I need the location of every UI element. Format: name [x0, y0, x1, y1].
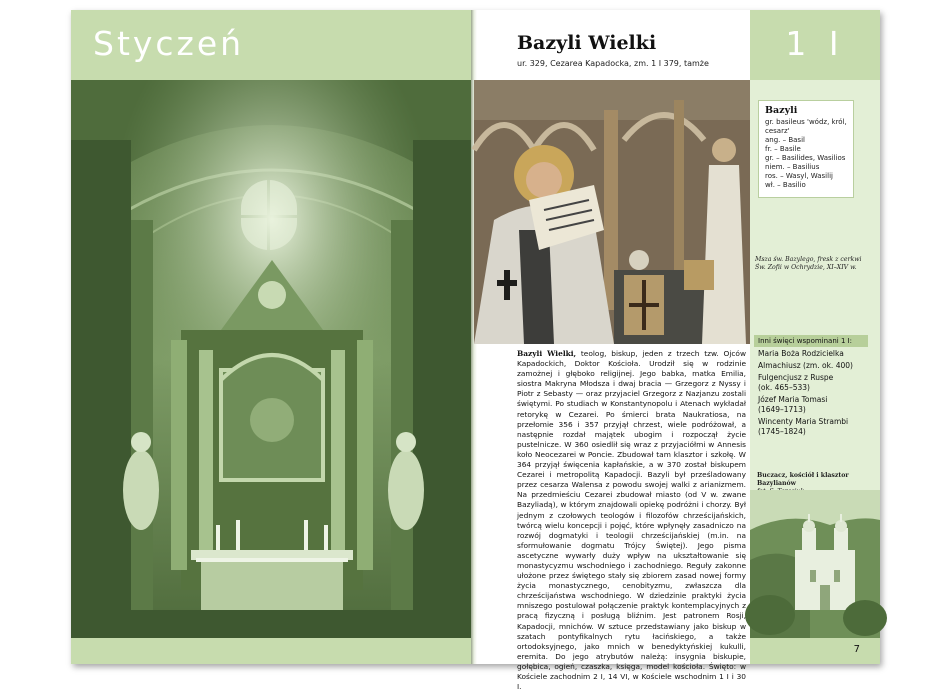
fresco-caption: [755, 256, 875, 272]
saint-dates: ur. 329, Cezarea Kapadocka, zm. 1 I 379, tamże: [517, 59, 709, 68]
other-saint-item: Almachiusz (zm. ok. 400): [758, 361, 853, 370]
right-footer-band: [750, 638, 880, 664]
name-box-line: ang. – Basil: [765, 136, 805, 144]
other-saint-item: Maria Boża Rodzicielka: [758, 349, 844, 358]
altar-photo: [71, 80, 473, 638]
biography-text: teolog, biskup, jeden z trzech tzw. Ojców Kapadockich, Doktor Kościoła. Urodził się w rodzinie zamożnej i głęboko religijnej. Jego babka, matka Emilia, siostra Makryna Młodsza i dwaj bracia — Grzegorz z Nyssy i Piotr z Sebasty — oraz przyjaciel Grzegorz z Nazjanzu zostali świętymi. Po studiach w Konstantynopolu i Atenach wykładał retorykę w Cezarei. Po śmierci brata Naukratiosa, na przełomie 356 i 357 przyjął chrzest, wiele podróżował, a następnie rozdał majątek ubogim i rozpoczął życie pustelnicze. W 360 osiedlił się wraz z przyjaciółmi w Annesis koło Neocezarei w Poncie. Zbudował tam klasztor i szkołę. W 364 przyjął święcenia kapłańskie, a w 370 został biskupem Cezarei i metropolitą Kapadocji. Bazyli był prześladowany przez cesarza Walensa z powodu swojej walki z arianizmem. Na przedmieściu Cezarei zbudował miasto (od V w. zwane Bazyliadą), w którym znajdowali opiekę podróżni i chorzy. Był jednym z czołowych teologów i filozofów chrześcijańskich, twórcą wielu koncepcji i pojęć, które wpłynęły zasadniczo na rozwój dogmatyki i teologii chrześcijańskiej (m.in. na sformułowanie dogmatu Trójcy Świętej). Jego pisma ascetyczne wywarły duży wpływ na ukształtowanie się monastycyzmu wschodniego i zachodniego. Reguły zakonne ułożone przez świętego stały się zbiorem zasad nowej formy życia monastycznego, cenobityzmu, zwłaszcza dla chrześcijaństwa wschodniego. W dziedzinie praktyki życia mniszego postulował połączenie praktyk kontemplacyjnych z pracą fizyczną i posługą bliźnim. Jest patronem Rosji, Kapadocji, mnichów. W sztuce przedstawiany jako biskup w szatach pontyfikalnych rytu łacińskiego, a także ortodoksyjnego, jako mnich w benedyktyńskiej kukulli, eremita. Do jego atrybutów należą: insygnia biskupie, gołębica, ogień, czaszka, księga, model kościoła. Święto: w Kościele zachodnim 2 I, 14 VI, w Kościele wschodnim 1 I i 30 I.: [517, 349, 746, 692]
name-etymology-box: [758, 100, 854, 198]
other-saint-dates: (1649–1713): [758, 405, 806, 414]
name-box-line: ros. – Wasyl, Wasilij: [765, 172, 833, 180]
altar-illustration: [71, 80, 473, 638]
biography-lead: Bazyli Wielki,: [517, 349, 577, 358]
day-number: 1 I: [785, 24, 845, 63]
day-header: [750, 10, 880, 80]
other-saints-box: [754, 335, 880, 453]
name-box-line: gr. basileus 'wódz, król,: [765, 118, 847, 126]
other-saint-dates: (ok. 465–533): [758, 383, 810, 392]
other-saint-item: Wincenty Maria Strambi: [758, 417, 849, 426]
church-caption-line: Bazylianów: [757, 480, 797, 487]
name-box-title: Bazyli: [765, 105, 798, 116]
church-illustration: [750, 490, 880, 638]
name-box-line: fr. – Basile: [765, 145, 801, 153]
other-saint-item: Józef Maria Tomasi: [758, 395, 828, 404]
name-box-line: cesarz': [765, 127, 790, 135]
saint-biography: [517, 349, 746, 692]
fresco-illustration: [474, 80, 750, 344]
saint-title: Bazyli Wielki: [517, 32, 657, 54]
other-saints-heading: Inni święci wspominani 1 I:: [754, 335, 868, 347]
fresco-caption-line: Św. Zofii w Ochrydzie, XI–XIV w.: [755, 264, 857, 271]
month-header: [71, 10, 473, 80]
name-box-line: wł. – Basilio: [765, 181, 806, 189]
name-box-line: gr. – Basilides, Wasilios: [765, 154, 846, 162]
page-number: 7: [853, 644, 860, 655]
church-photo: [750, 490, 880, 638]
church-caption-line: Buczacz, kościół i klasztor: [757, 472, 849, 479]
other-saint-item: Fulgencjusz z Ruspe: [758, 373, 834, 382]
fresco-image: [474, 80, 750, 344]
other-saint-dates: (1745–1824): [758, 427, 806, 436]
book-spread: [71, 10, 880, 692]
left-footer-band: [71, 638, 473, 664]
name-box-line: niem. – Basilius: [765, 163, 820, 171]
fresco-caption-line: Msza św. Bazylego, fresk z cerkwi: [755, 256, 862, 263]
month-title: Styczeń: [93, 24, 245, 63]
